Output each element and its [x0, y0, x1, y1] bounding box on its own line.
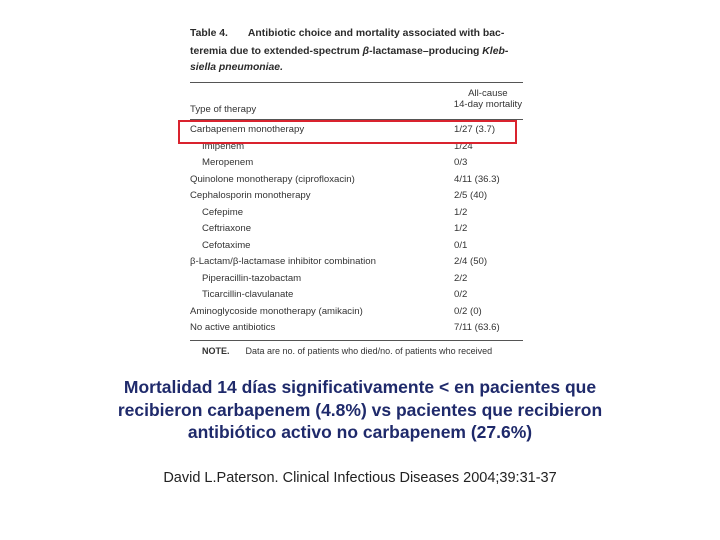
- table-caption-line-3: [190, 58, 526, 77]
- row-label: β-Lactam/β-lactamase inhibitor combination: [190, 256, 376, 267]
- table-row: [190, 189, 523, 205]
- row-value: 4/11 (36.3): [454, 173, 500, 185]
- table-caption-line-1: [190, 24, 526, 43]
- summary-line-3: antibiótico activo no carbapenem (27.6%): [187, 422, 533, 442]
- table-caption-text-2b: -lactamase–producing: [369, 46, 483, 57]
- table-row: [190, 288, 523, 304]
- row-label: Carbapenem monotherapy: [190, 124, 305, 135]
- row-label: Ticarcillin-clavulanate: [202, 289, 294, 300]
- table-row: [190, 272, 523, 288]
- row-value: 0/2: [454, 289, 468, 300]
- row-label: Piperacillin-tazobactam: [202, 272, 302, 284]
- column-header-therapy: Type of therapy: [190, 104, 257, 115]
- table-caption-beta: β: [362, 46, 370, 57]
- table-row: [190, 239, 523, 255]
- row-value: 1/2: [454, 206, 468, 218]
- table-row: [190, 222, 523, 238]
- table-row: [190, 255, 523, 271]
- row-value: 1/2: [454, 223, 468, 234]
- table-caption-label: Table 4.: [190, 28, 228, 39]
- table-bottom-rule: [190, 340, 523, 341]
- row-label: No active antibiotics: [190, 322, 276, 333]
- row-value: 2/2: [454, 272, 468, 284]
- table-note: [202, 346, 492, 356]
- column-header-mortality-line-1: All-cause: [468, 88, 508, 99]
- table-row: [190, 305, 523, 321]
- row-value: 2/5 (40): [454, 190, 488, 201]
- citation: David L.Paterson. Clinical Infectious Diseases 2004;39:31-37: [163, 470, 557, 486]
- row-label: Cefotaxime: [202, 239, 251, 251]
- table-caption-text-1: Antibiotic choice and mortality associated with bac-: [247, 28, 505, 39]
- table-top-rule: [190, 82, 523, 83]
- table-row: [190, 206, 523, 222]
- column-header-mortality-line-2: 14-day mortality: [453, 99, 522, 110]
- row-label: Imipenem: [202, 140, 245, 152]
- summary-line-2: recibieron carbapenem (4.8%) vs pacientes que recibieron: [117, 399, 603, 420]
- table-caption-organism-2: siella pneumoniae.: [190, 62, 283, 73]
- row-label: Meropenem: [202, 157, 254, 168]
- row-value: 0/1: [454, 239, 468, 251]
- column-header-mortality: [454, 88, 522, 110]
- table-caption-organism-1: Kleb-: [482, 46, 509, 57]
- row-label: Cefepime: [202, 206, 244, 218]
- table-row: [190, 321, 523, 337]
- row-value: 1/27 (3.7): [454, 124, 496, 135]
- row-value: 7/11 (63.6): [454, 322, 500, 333]
- table-caption-text-2a: teremia due to extended-spectrum: [190, 46, 363, 57]
- row-value: 0/3: [454, 157, 468, 168]
- row-label: Quinolone monotherapy (ciprofloxacin): [190, 173, 355, 185]
- summary-line-1: Mortalidad 14 días significativamente < en pacientes que: [123, 377, 597, 397]
- row-value: 2/4 (50): [454, 256, 488, 267]
- row-value: 1/24: [454, 140, 473, 152]
- table-row: [190, 156, 523, 172]
- row-value: 0/2 (0): [454, 305, 482, 317]
- table-figure: [178, 18, 528, 362]
- table-note-label: NOTE.: [202, 346, 230, 356]
- row-label: Aminoglycoside monotherapy (amikacin): [190, 305, 363, 317]
- highlight-box: [178, 120, 517, 144]
- summary-text: [60, 376, 660, 444]
- row-label: Ceftriaxone: [202, 223, 252, 234]
- row-label: Cephalosporin monotherapy: [190, 190, 311, 201]
- table-row: [190, 173, 523, 189]
- table-note-text: Data are no. of patients who died/no. of patients who received: [245, 346, 493, 356]
